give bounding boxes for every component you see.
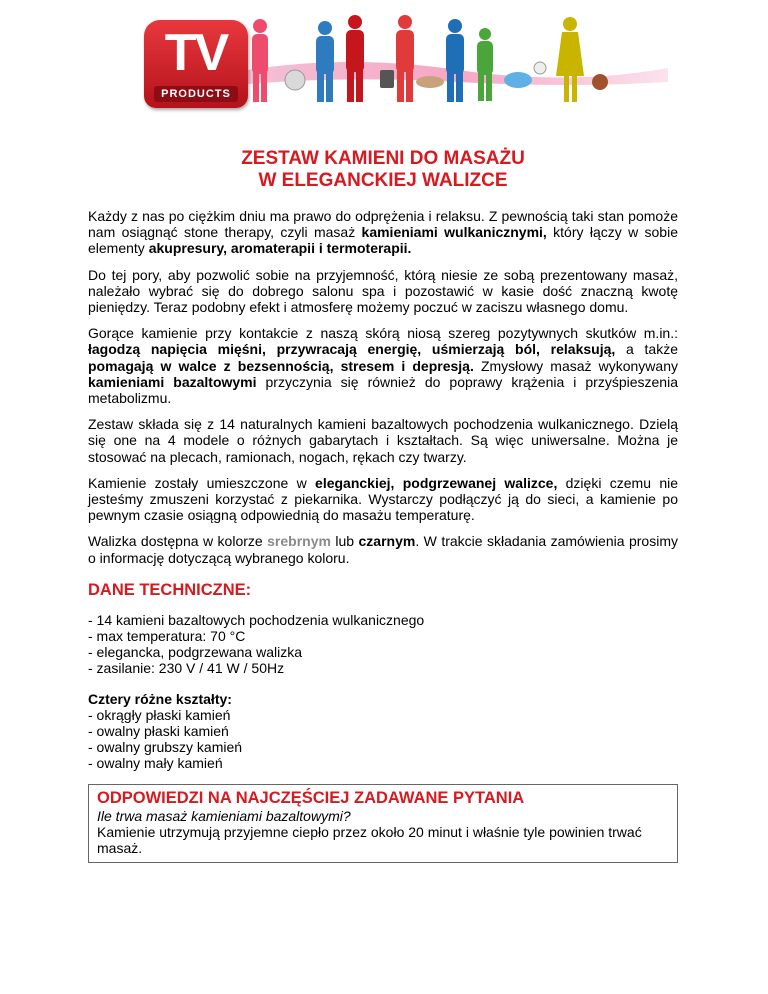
shapes-heading xyxy=(88,691,678,707)
text: a także xyxy=(615,341,678,358)
paragraph-case xyxy=(88,475,678,524)
text: Zmysłowy masaż wykonywany xyxy=(473,357,678,374)
bold-text: pomagają w walce z bezsennością, stresem i depresją. xyxy=(88,357,474,374)
text: Każdy z nas po ciężkim dniu ma prawo do odprężenia i relaksu. Z pewnością taki stan pomoże nam osiągnąć stone therapy, czyli masaż xyxy=(88,208,678,241)
person-silhouette-2 xyxy=(316,21,334,102)
text: lub xyxy=(330,533,359,550)
paragraph-set: Zestaw składa się z 14 naturalnych kamieni bazaltowych pochodzenia wulkanicznego. Dzielą się one na 4 modele o różnych gabarytach i kształtach. Są więc uniwersalne. Można je stosować na plecach, ramionach, nogach, rękach czy twarzy. xyxy=(88,416,678,465)
person-silhouette-6 xyxy=(477,28,493,101)
tech-heading: DANE TECHNICZNE: xyxy=(88,580,252,599)
list-item: - owalny płaski kamień xyxy=(88,723,229,740)
color-silver-label: srebrnym xyxy=(267,533,331,550)
person-silhouette-5 xyxy=(446,19,464,102)
text: który łączy w sobie elementy xyxy=(88,224,678,257)
person-silhouette-3 xyxy=(346,15,364,102)
tech-list xyxy=(88,612,678,677)
color-black-label: czarnym xyxy=(358,533,416,550)
person-silhouette-4 xyxy=(396,15,414,102)
text: Kamienie zostały umieszczone w xyxy=(88,474,316,491)
logo-tv-text: TV xyxy=(164,24,228,82)
list-item: - elegancka, podgrzewana walizka xyxy=(88,644,303,661)
paragraph-intro xyxy=(88,208,678,257)
text: . W trakcie składania zamówienia prosimy o informację dotyczącą wybranego koloru. xyxy=(88,533,678,566)
text: Walizka dostępna w kolorze xyxy=(88,533,268,550)
paragraph-benefits xyxy=(88,325,678,406)
list-item: - owalny grubszy kamień xyxy=(88,739,243,756)
title-line-2: W ELEGANCKIEJ WALIZCE xyxy=(258,170,508,191)
faq-answer: Kamienie utrzymują przyjemne ciepło przez około 20 minut i właśnie tyle powinien trwać masaż. xyxy=(97,823,642,857)
list-item: - owalny mały kamień xyxy=(88,755,223,772)
text: Gorące kamienie przy kontakcie z naszą skórą niosą szereg pozytywnych skutków m.in.: xyxy=(88,325,678,342)
tv-products-logo xyxy=(144,20,248,108)
person-silhouette-1 xyxy=(252,19,268,102)
header-banner xyxy=(0,0,768,140)
list-item: - okrągły płaski kamień xyxy=(88,706,231,723)
bold-text: eleganckiej, podgrzewanej walizce, xyxy=(315,474,558,491)
faq-question: Ile trwa masaż kamieniami bazaltowymi? xyxy=(97,807,351,824)
list-item: - zasilanie: 230 V / 41 W / 50Hz xyxy=(88,660,285,677)
paragraph-spa: Do tej pory, aby pozwolić sobie na przyjemność, którą niesie ze sobą prezentowany masaż, należało wybrać się do dobrego salonu spa i pozostawić w kasie dość znaczną kwotę pieniędzy. Teraz podobny efekt i atmosferę możemy poczuć w zaciszu własnego domu. xyxy=(88,266,678,316)
list-item: - 14 kamieni bazaltowych pochodzenia wulkanicznego xyxy=(88,611,425,628)
bold-text: kamieniami wulkanicznymi, xyxy=(361,224,547,241)
bold-text: Cztery różne kształty: xyxy=(88,690,232,707)
text: dzięki czemu nie jesteśmy zmuszeni korzystać z piekarnika. Wystarczy podłączyć ją do sieci, a kamienie po pewnym czasie osiągną odpowiednią do masażu temperaturę. xyxy=(88,474,678,524)
paragraph-colors xyxy=(88,533,678,565)
article-content xyxy=(88,148,678,863)
title-line-1: ZESTAW KAMIENI DO MASAŻU xyxy=(241,148,525,169)
faq-box xyxy=(88,784,678,864)
page-title xyxy=(88,148,678,192)
list-item: - max temperatura: 70 °C xyxy=(88,628,246,645)
bold-text: łagodzą napięcia mięśni, przywracają energię, uśmierzają ból, relaksują, xyxy=(88,341,616,358)
people-silhouettes xyxy=(240,8,620,108)
faq-heading: ODPOWIEDZI NA NAJCZĘŚCIEJ ZADAWANE PYTANIA xyxy=(97,788,525,807)
shapes-list xyxy=(88,691,678,772)
text: przyczynia się również do poprawy krążenia i przyśpieszenia metabolizmu. xyxy=(88,373,678,407)
logo-products-text: PRODUCTS xyxy=(154,86,238,102)
person-silhouette-7 xyxy=(556,17,584,102)
bold-text: akupresury, aromaterapii i termoterapii. xyxy=(148,240,412,257)
bold-text: kamieniami bazaltowymi xyxy=(88,373,257,390)
